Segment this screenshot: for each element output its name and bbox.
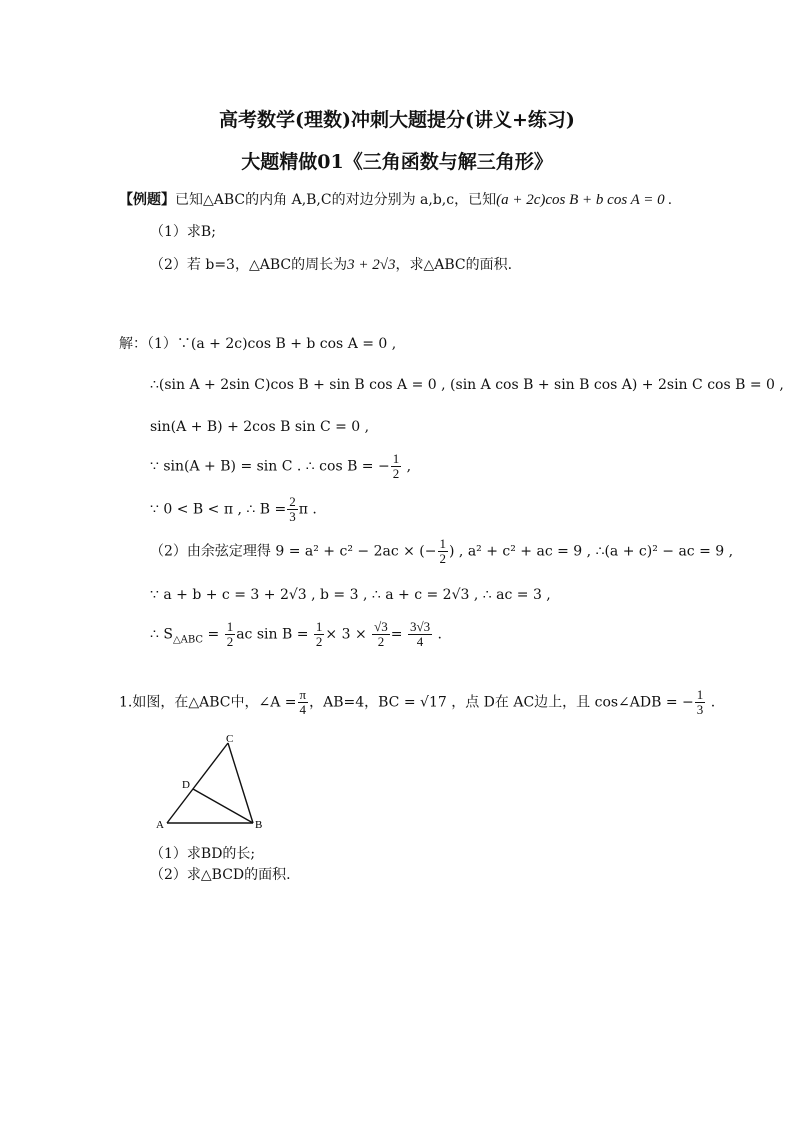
- s8-subscript: △ABC: [172, 634, 204, 646]
- label-b: B: [255, 819, 263, 831]
- s6-text-a: （2）由余弦定理得 9 = a² + c² − 2ac × (−: [150, 543, 437, 560]
- example-question-1: （1）求B;: [150, 224, 216, 240]
- fraction-one-third: $\frac{1}{3}$: [696, 687, 704, 717]
- s8-text-e: =: [390, 626, 403, 643]
- s5-text-b: π .: [298, 501, 317, 518]
- s5-text-a: ∵ 0 < B < π , ∴ B =: [150, 501, 287, 518]
- q2-text-a: （2）若 b=3，△ABC的周长为: [150, 257, 348, 273]
- fraction-half-b: $\frac{1}{2}$: [315, 619, 323, 649]
- q2-perimeter: 3 + 2√3: [347, 257, 396, 273]
- s8-text-f: .: [433, 626, 443, 643]
- solution-line-7: ∵ a + b + c = 3 + 2√3 , b = 3 , ∴ a + c = 2√3 , ∴ ac = 3 ,: [150, 587, 551, 603]
- fraction-one-half-2: $\frac{1}{2}$: [439, 536, 446, 566]
- q2-text-c: ，求△ABC的面积.: [395, 257, 513, 273]
- solution-line-4: [150, 452, 411, 481]
- p1-text-c: .: [706, 694, 716, 711]
- label-c: C: [226, 733, 234, 745]
- fraction-two-thirds: $\frac{2}{3}$: [289, 494, 296, 524]
- solution-line-6: [150, 537, 733, 566]
- problem-1-question-1: （1）求BD的长;: [150, 846, 256, 862]
- s8-text-a: ∴ S: [150, 626, 173, 643]
- fraction-pi-over-4: $\frac{\pi}{4}$: [299, 687, 307, 717]
- fraction-sqrt3-over-2: $\frac{√3}{2}$: [374, 619, 388, 649]
- solution-line-5: [150, 495, 317, 524]
- problem-1-question-2: （2）求△BCD的面积.: [150, 867, 291, 883]
- triangle-figure: [150, 730, 280, 835]
- fraction-one-half: $\frac{1}{2}$: [392, 451, 400, 481]
- s8-text-c: ac sin B =: [236, 626, 309, 643]
- page-subtitle: 大题精做01《三角函数与解三角形》: [241, 151, 553, 173]
- solution-line-2: ∴(sin A + 2sin C)cos B + sin B cos A = 0 , (sin A cos B + sin B cos A) + 2sin C cos B = 0 ,: [150, 377, 784, 393]
- s6-text-b: ) , a² + c² + ac = 9 , ∴(a + c)² − ac = 9 ,: [449, 543, 734, 560]
- label-a: A: [156, 819, 164, 831]
- example-statement: [119, 190, 672, 210]
- fraction-3sqrt3-over-4: $\frac{3√3}{4}$: [409, 619, 431, 649]
- fraction-half-a: $\frac{1}{2}$: [226, 619, 234, 649]
- solution-line-1: 解：（1）∵(a + 2c)cos B + b cos A = 0 ,: [119, 336, 397, 352]
- example-intro: 已知△ABC的内角 A,B,C的对边分别为 a,b,c，已知: [175, 192, 497, 208]
- label-d: D: [182, 779, 190, 791]
- p1-text-a: 1.如图，在△ABC中，∠A =: [119, 694, 297, 711]
- s4-text-a: ∵ sin(A + B) = sin C . ∴ cos B = −: [150, 458, 390, 475]
- s4-text-b: ,: [402, 458, 412, 475]
- example-condition: (a + 2c)cos B + b cos A = 0 .: [496, 192, 673, 208]
- problem-1-statement: [119, 688, 715, 717]
- p1-text-b: ，AB=4，BC = √17 ，点 D在 AC边上，且 cos∠ADB = −: [309, 694, 694, 711]
- example-label: 【例题】: [119, 192, 175, 208]
- s8-text-d: × 3 ×: [325, 626, 367, 643]
- solution-line-8: [150, 620, 442, 650]
- solution-line-3: sin(A + B) + 2cos B sin C = 0 ,: [150, 419, 370, 435]
- page-title: 高考数学(理数)冲刺大题提分(讲义+练习): [219, 109, 575, 131]
- side-ac: [167, 743, 228, 823]
- s8-text-b: =: [203, 626, 220, 643]
- example-question-2: [150, 255, 512, 275]
